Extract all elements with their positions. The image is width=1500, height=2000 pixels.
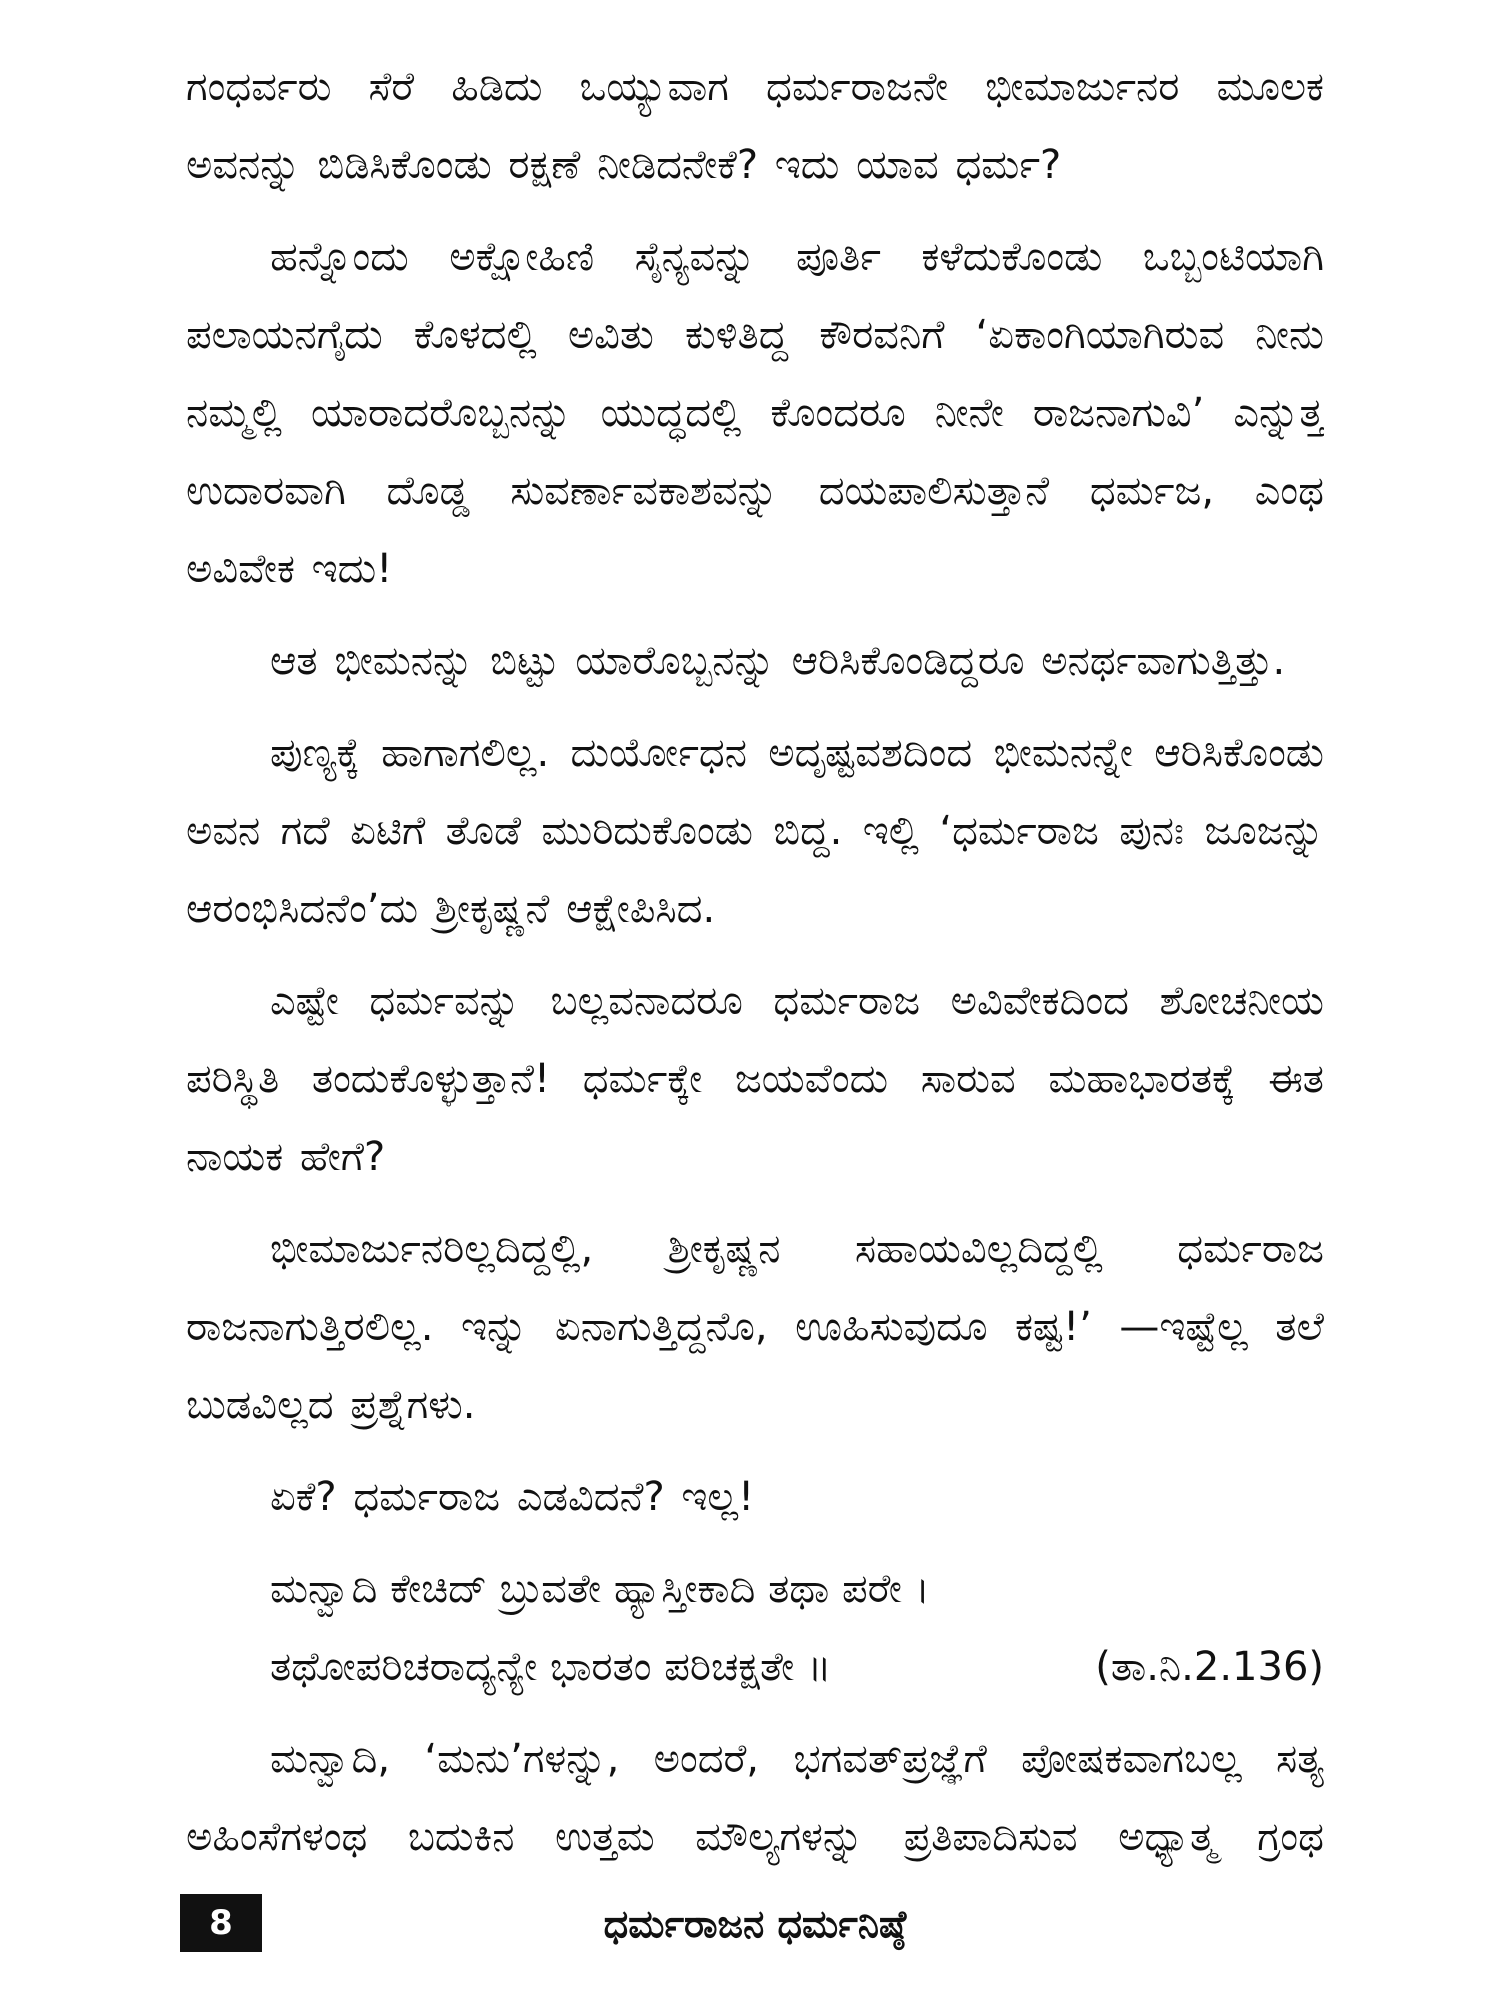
paragraph-3: ಆತ ಭೀಮನನ್ನು ಬಿಟ್ಟು ಯಾರೊಬ್ಬನನ್ನು ಆರಿಸಿಕೊಂಡಿದ್ದರೂ ಅನರ್ಥವಾಗುತ್ತಿತ್ತು.: [270, 638, 1286, 684]
verse-block: [186, 1550, 1324, 1706]
paragraph-4: ಪುಣ್ಯಕ್ಕೆ ಹಾಗಾಗಲಿಲ್ಲ. ದುರ್ಯೋಧನ ಅದೃಷ್ಟವಶದಿಂದ ಭೀಮನನ್ನೇ ಆರಿಸಿಕೊಂಡು ಅವನ ಗದೆ ಏಟಿಗೆ ತೊಡೆ ಮುರಿದುಕೊಂಡು ಬಿದ್ದ. ಇಲ್ಲಿ ‘ಧರ್ಮರಾಜ ಪುನಃ ಜೂಜನ್ನು ಆರಂಭಿಸಿದನೆಂ’ದು ಶ್ರೀಕೃಷ್ಣನೆ ಆಕ್ಷೇಪಿಸಿದ.: [186, 730, 1324, 932]
verse-line-2-row: [186, 1628, 1324, 1706]
paragraph-2: ಹನ್ನೊಂದು ಅಕ್ಷೋಹಿಣಿ ಸೈನ್ಯವನ್ನು ಪೂರ್ತಿ ಕಳೆದುಕೊಂಡು ಒಬ್ಬಂಟಿಯಾಗಿ ಪಲಾಯನಗೈದು ಕೊಳದಲ್ಲಿ ಅವಿತು ಕುಳಿತಿದ್ದ ಕೌರವನಿಗೆ ‘ಏಕಾಂಗಿಯಾಗಿರುವ ನೀನು ನಮ್ಮಲ್ಲಿ ಯಾರಾದರೊಬ್ಬನನ್ನು ಯುದ್ಧದಲ್ಲಿ ಕೊಂದರೂ ನೀನೇ ರಾಜನಾಗುವಿ’ ಎನ್ನುತ್ತ ಉದಾರವಾಗಿ ದೊಡ್ಡ ಸುವರ್ಣಾವಕಾಶವನ್ನು ದಯಪಾಲಿಸುತ್ತಾನೆ ಧರ್ಮಜ, ಎಂಥ ಅವಿವೇಕ ಇದು!: [186, 234, 1324, 592]
page-number-badge: 8: [180, 1894, 262, 1952]
verse-line-2: ತಥೋಪರಿಚರಾದ್ಯನ್ಯೇ ಭಾರತಂ ಪರಿಚಕ್ಷತೇ ॥: [270, 1644, 832, 1690]
paragraph-5: ಎಷ್ಟೇ ಧರ್ಮವನ್ನು ಬಲ್ಲವನಾದರೂ ಧರ್ಮರಾಜ ಅವಿವೇಕದಿಂದ ಶೋಚನೀಯ ಪರಿಸ್ಥಿತಿ ತಂದುಕೊಳ್ಳುತ್ತಾನೆ! ಧರ್ಮಕ್ಕೇ ಜಯವೆಂದು ಸಾರುವ ಮಹಾಭಾರತಕ್ಕೆ ಈತ ನಾಯಕ ಹೇಗೆ?: [186, 978, 1324, 1180]
paragraph-closing: ಮನ್ವಾದಿ, ‘ಮನು’ಗಳನ್ನು, ಅಂದರೆ, ಭಗವತ್‌ಪ್ರಜ್ಞೆಗೆ ಪೋಷಕವಾಗಬಲ್ಲ ಸತ್ಯ ಅಹಿಂಸೆಗಳಂಥ ಬದುಕಿನ ಉತ್ತಮ ಮೌಲ್ಯಗಳನ್ನು ಪ್ರತಿಪಾದಿಸುವ ಅಧ್ಯಾತ್ಮ ಗ್ರಂಥ: [186, 1736, 1324, 1860]
running-title: ಧರ್ಮರಾಜನ ಧರ್ಮನಿಷ್ಠೆ: [603, 1902, 907, 1946]
paragraph-7: ಏಕೆ? ಧರ್ಮರಾಜ ಎಡವಿದನೆ? ಇಲ್ಲ!: [270, 1474, 755, 1520]
verse-reference: (ತಾ.ನಿ.2.136): [1095, 1644, 1324, 1690]
paragraph-6: ಭೀಮಾರ್ಜುನರಿಲ್ಲದಿದ್ದಲ್ಲಿ, ಶ್ರೀಕೃಷ್ಣನ ಸಹಾಯವಿಲ್ಲದಿದ್ದಲ್ಲಿ ಧರ್ಮರಾಜ ರಾಜನಾಗುತ್ತಿರಲಿಲ್ಲ. ಇನ್ನು ಏನಾಗುತ್ತಿದ್ದನೊ, ಊಹಿಸುವುದೂ ಕಷ್ಟ!’ —ಇಷ್ಟೆಲ್ಲ ತಲೆ ಬುಡವಿಲ್ಲದ ಪ್ರಶ್ನೆಗಳು.: [186, 1226, 1324, 1428]
page-footer: [180, 1894, 1330, 1956]
paragraph-1: ಗಂಧರ್ವರು ಸೆರೆ ಹಿಡಿದು ಒಯ್ಯುವಾಗ ಧರ್ಮರಾಜನೇ ಭೀಮಾರ್ಜುನರ ಮೂಲಕ ಅವನನ್ನು ಬಿಡಿಸಿಕೊಂಡು ರಕ್ಷಣೆ ನೀಡಿದನೇಕೆ? ಇದು ಯಾವ ಧರ್ಮ?: [186, 64, 1324, 188]
verse-line-1: ಮನ್ವಾದಿ ಕೇಚಿದ್ ಬ್ರುವತೇ ಹ್ಯಾಸ್ತೀಕಾದಿ ತಥಾ ಪರೇ ।: [270, 1566, 930, 1612]
page-body: [186, 48, 1324, 1868]
